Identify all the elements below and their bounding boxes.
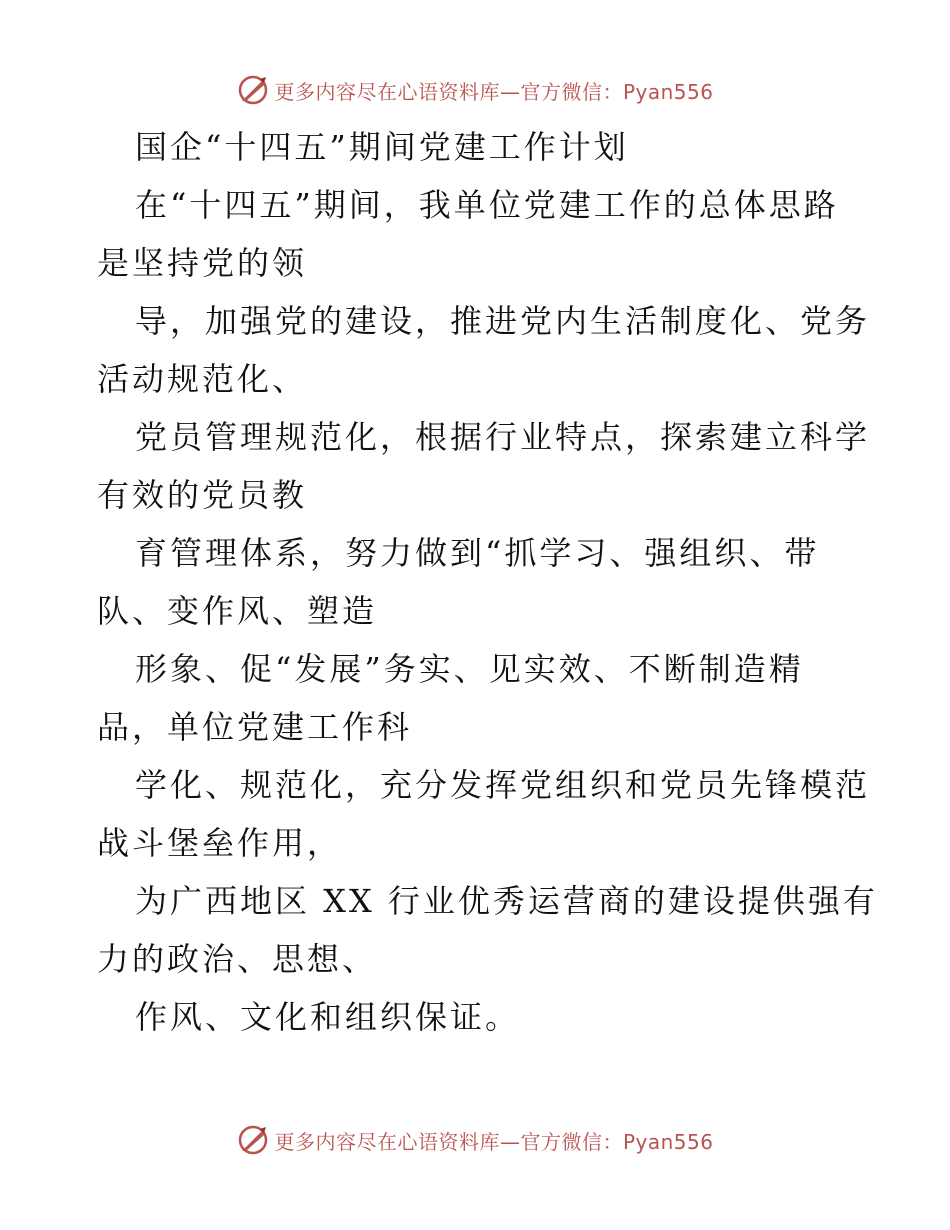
paragraph-line: 育管理体系，努力做到“抓学习、强组织、带 xyxy=(135,534,820,572)
quill-logo-icon xyxy=(236,73,270,107)
paragraph-line: 队、变作风、塑造 xyxy=(97,592,378,630)
paragraph-line: 活动规范化、 xyxy=(97,360,308,398)
header-banner-text: 更多内容尽在心语资料库—官方微信：Pyan556 xyxy=(274,79,714,104)
footer-banner-text: 更多内容尽在心语资料库—官方微信：Pyan556 xyxy=(274,1129,714,1154)
footer-banner xyxy=(0,1118,950,1162)
header-banner xyxy=(0,68,950,112)
paragraph-line: 形象、促“发展”务实、见实效、不断制造精 xyxy=(135,650,804,688)
paragraph-line: 为广西地区 XX 行业优秀运营商的建设提供强有 xyxy=(135,882,878,920)
paragraph-line: 战斗堡垒作用， xyxy=(97,824,343,862)
paragraph-line: 导，加强党的建设，推进党内生活制度化、党务 xyxy=(135,302,871,340)
paragraph-line: 有效的党员教 xyxy=(97,476,308,514)
paragraph-line: 在“十四五”期间，我单位党建工作的总体思路 xyxy=(135,186,839,224)
paragraph-line: 学化、规范化，充分发挥党组织和党员先锋模范 xyxy=(135,766,871,804)
document-title: 国企“十四五”期间党建工作计划 xyxy=(135,128,629,166)
paragraph-line: 力的政治、思想、 xyxy=(97,940,378,978)
paragraph-line: 是坚持党的领 xyxy=(97,244,308,282)
quill-logo-icon xyxy=(236,1123,270,1157)
paragraph-line: 党员管理规范化，根据行业特点，探索建立科学 xyxy=(135,418,871,456)
paragraph-line: 品，单位党建工作科 xyxy=(97,708,413,746)
document-body xyxy=(97,118,878,1046)
paragraph-line: 作风、文化和组织保证。 xyxy=(135,998,521,1036)
